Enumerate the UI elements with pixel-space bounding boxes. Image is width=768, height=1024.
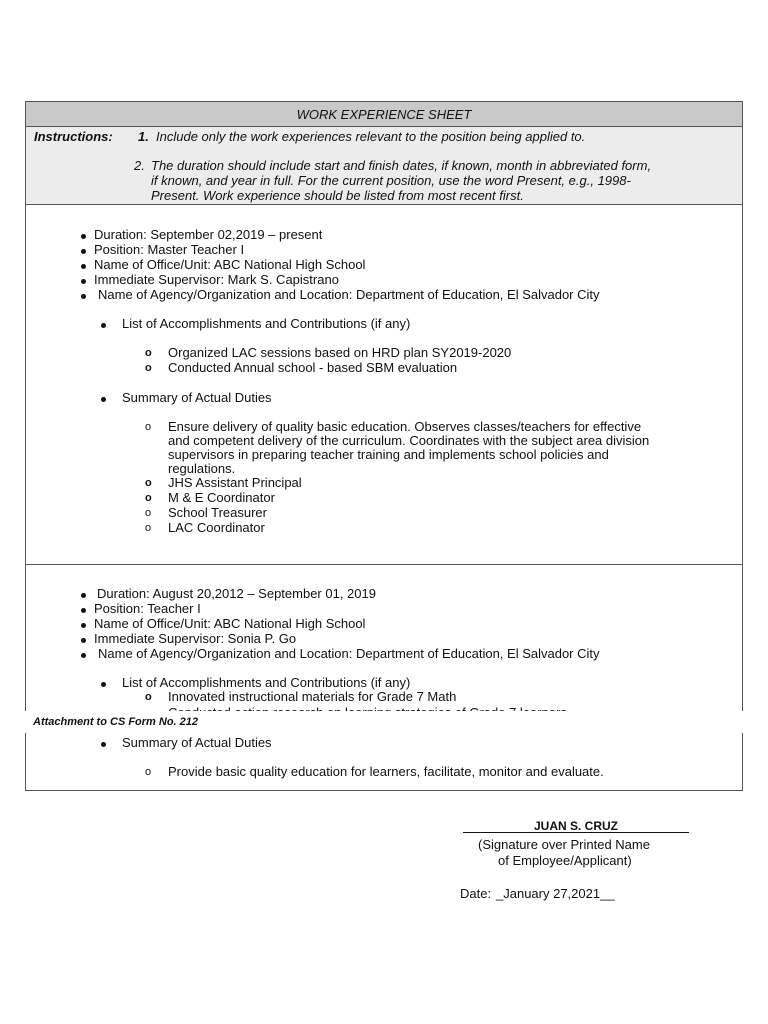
- circle-bullet-icon: o: [145, 421, 152, 433]
- position-text: Position: Master Teacher I: [94, 242, 245, 257]
- position-text: Position: Teacher I: [94, 601, 201, 616]
- circle-bullet-icon: o: [145, 766, 152, 778]
- instruction-1-number: 1.: [138, 129, 149, 144]
- duty-item: School Treasurer: [168, 505, 267, 520]
- bullet-icon: [81, 234, 86, 239]
- duty-item: M & E Coordinator: [168, 490, 275, 505]
- instructions-block: [26, 127, 742, 205]
- circle-bullet-icon: o: [145, 691, 152, 703]
- instruction-2-line: The duration should include start and finish dates, if known, month in abbreviated form,: [151, 158, 652, 173]
- bullet-icon: [101, 682, 106, 687]
- accomplishments-label: List of Accomplishments and Contributions (if any): [122, 316, 411, 331]
- duration-text: Duration: August 20,2012 – September 01, 2019: [97, 586, 376, 601]
- circle-bullet-icon: o: [145, 362, 152, 374]
- duty-item: Provide basic quality education for learners, facilitate, monitor and evaluate.: [168, 764, 604, 779]
- instruction-2-line: if known, and year in full. For the current position, use the word Present, e.g., 1998-: [151, 173, 631, 188]
- duty-item: JHS Assistant Principal: [168, 475, 302, 490]
- accomplishment-item: Innovated instructional materials for Grade 7 Math: [168, 689, 457, 704]
- bullet-icon: [81, 653, 86, 658]
- instruction-1-text: Include only the work experiences relevant to the position being applied to.: [156, 129, 586, 144]
- agency-text: Name of Agency/Organization and Location: Department of Education, El Salvador City: [98, 646, 600, 661]
- office-text: Name of Office/Unit: ABC National High School: [94, 616, 366, 631]
- duties-label: Summary of Actual Duties: [122, 735, 272, 750]
- duty-paragraph-line: and competent delivery of the curriculum. Coordinates with the subject area division: [168, 433, 650, 448]
- sheet-title: WORK EXPERIENCE SHEET: [26, 102, 742, 127]
- duties-label: Summary of Actual Duties: [122, 390, 272, 405]
- bullet-icon: [101, 323, 106, 328]
- signature-caption-line1: (Signature over Printed Name: [478, 837, 650, 852]
- signature-name: JUAN S. CRUZ: [463, 820, 689, 833]
- supervisor-text: Immediate Supervisor: Mark S. Capistrano: [94, 272, 339, 287]
- signature-caption-line2: of Employee/Applicant): [498, 853, 632, 868]
- bullet-icon: [81, 608, 86, 613]
- instruction-2-text: [151, 158, 737, 203]
- date-value: _January 27,2021__: [496, 886, 615, 901]
- attachment-label: Attachment to CS Form No. 212: [22, 711, 744, 733]
- duty-paragraph-line: regulations.: [168, 461, 236, 476]
- accomplishment-item: Organized LAC sessions based on HRD plan SY2019-2020: [168, 345, 512, 360]
- bullet-icon: [101, 397, 106, 402]
- circle-bullet-icon: o: [145, 477, 152, 489]
- accomplishments-label: List of Accomplishments and Contributions (if any): [122, 675, 411, 690]
- bullet-icon: [101, 742, 106, 747]
- instruction-2-line: Present. Work experience should be listed from most recent first.: [151, 188, 524, 203]
- instruction-2-number: 2.: [134, 158, 145, 173]
- duty-paragraph-line: Ensure delivery of quality basic education. Observes classes/teachers for effective: [168, 419, 642, 434]
- agency-text: Name of Agency/Organization and Location: Department of Education, El Salvador City: [98, 287, 600, 302]
- supervisor-text: Immediate Supervisor: Sonia P. Go: [94, 631, 297, 646]
- bullet-icon: [81, 294, 86, 299]
- duty-paragraph-line: supervisors in preparing teacher training and implements school policies and: [168, 447, 609, 462]
- section-divider: [26, 564, 742, 565]
- bullet-icon: [81, 264, 86, 269]
- bullet-icon: [81, 638, 86, 643]
- bullet-icon: [81, 279, 86, 284]
- circle-bullet-icon: o: [145, 347, 152, 359]
- bullet-icon: [81, 593, 86, 598]
- bullet-icon: [81, 623, 86, 628]
- office-text: Name of Office/Unit: ABC National High School: [94, 257, 366, 272]
- circle-bullet-icon: o: [145, 522, 152, 534]
- instructions-label: Instructions:: [34, 129, 113, 144]
- circle-bullet-icon: o: [145, 507, 152, 519]
- bullet-icon: [81, 249, 86, 254]
- duration-text: Duration: September 02,2019 – present: [94, 227, 323, 242]
- accomplishment-item: Conducted Annual school - based SBM evaluation: [168, 360, 458, 375]
- circle-bullet-icon: o: [145, 492, 152, 504]
- duty-item: LAC Coordinator: [168, 520, 265, 535]
- date-label: Date:: [460, 886, 492, 901]
